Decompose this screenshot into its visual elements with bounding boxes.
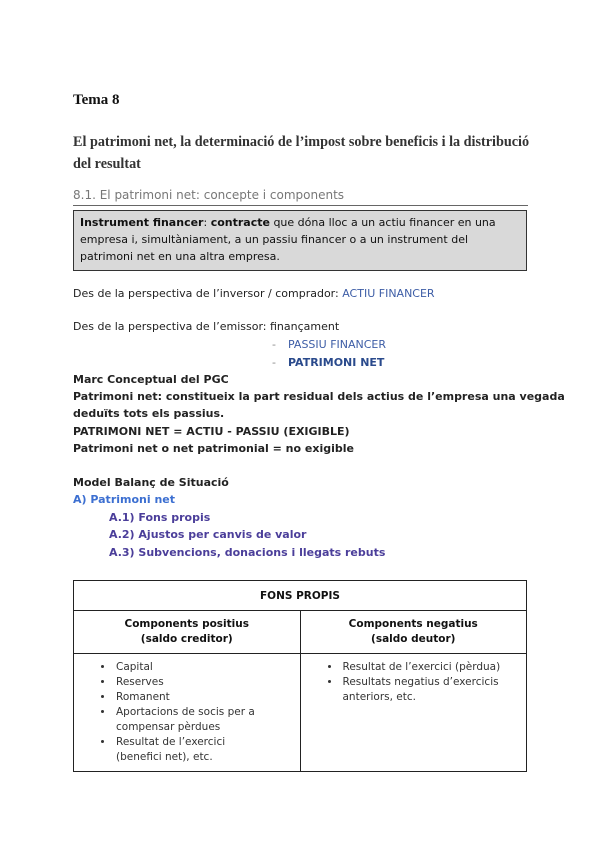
model-item-a1: A.1) Fons propis [109, 511, 211, 524]
definition-keyword: contracte [210, 216, 270, 229]
page-title: El patrimoni net, la determinació de l’impost sobre beneficis i la distribució del resultat [73, 134, 530, 172]
issuer-item-label: PATRIMONI NET [287, 356, 385, 369]
definition-text: que dóna lloc a un actiu financer en una empresa i, simultàniament, a un passiu financer o a un instrument del patrimoni net en una altra empresa. [80, 216, 496, 263]
pgc-formula: PATRIMONI NET = ACTIU - PASSIU (EXIGIBLE) [73, 425, 350, 438]
investor-line [73, 287, 435, 300]
list-item: • Romanent [114, 690, 274, 705]
definition-term: Instrument financer [80, 216, 204, 229]
negative-list [301, 660, 501, 705]
definition-colon: : [203, 216, 211, 229]
chapter-heading: Tema 8 [73, 92, 120, 108]
issuer-line: Des de la perspectiva de l’emissor: finançament [73, 320, 340, 333]
column-header-negative [300, 611, 527, 654]
investor-value: ACTIU FINANCER [342, 287, 435, 300]
list-item: • Resultat de l’exercici (pèrdua) [341, 660, 501, 675]
dash-bullet: - [272, 356, 276, 369]
model-heading: Model Balanç de Situació [73, 476, 229, 489]
model-item-a3: A.3) Subvencions, donacions i llegats rebuts [109, 546, 386, 559]
issuer-item-patrimoni [272, 356, 384, 369]
section-divider [73, 205, 528, 206]
issuer-item-passiu [272, 338, 386, 351]
positive-components-cell [74, 654, 301, 772]
table-title: FONS PROPIS [74, 581, 527, 611]
column-header-positive [74, 611, 301, 654]
column-header-line: Components positius [124, 618, 249, 630]
investor-text: Des de la perspectiva de l’inversor / comprador: [73, 287, 343, 300]
dash-bullet: - [272, 338, 276, 351]
list-item: • Aportacions de socis per a compensar pèrdues [114, 705, 274, 735]
pgc-definition-line-1: Patrimoni net: constitueix la part residual dels actius de l’empresa una vegada [73, 390, 565, 403]
negative-components-cell [300, 654, 527, 772]
model-item-a2: A.2) Ajustos per canvis de valor [109, 528, 307, 541]
list-item: • Reserves [114, 675, 274, 690]
pgc-heading: Marc Conceptual del PGC [73, 373, 229, 386]
pgc-definition-line-2: deduïts tots els passius. [73, 407, 225, 420]
section-heading: 8.1. El patrimoni net: concepte i components [73, 188, 345, 202]
fons-propis-table [73, 580, 527, 772]
list-item: • Resultat de l’exercici (benefici net), etc. [114, 735, 274, 765]
list-item: • Capital [114, 660, 274, 675]
model-section-a: A) Patrimoni net [73, 493, 176, 506]
positive-list [74, 660, 274, 765]
column-header-line: Components negatius [348, 618, 478, 630]
definition-box [73, 210, 527, 271]
column-header-line: (saldo creditor) [140, 633, 233, 645]
issuer-item-label: PASSIU FINANCER [287, 338, 387, 351]
pgc-note: Patrimoni net o net patrimonial = no exigible [73, 442, 354, 455]
list-item: • Resultats negatius d’exercicis anteriors, etc. [341, 675, 501, 705]
column-header-line: (saldo deutor) [371, 633, 456, 645]
